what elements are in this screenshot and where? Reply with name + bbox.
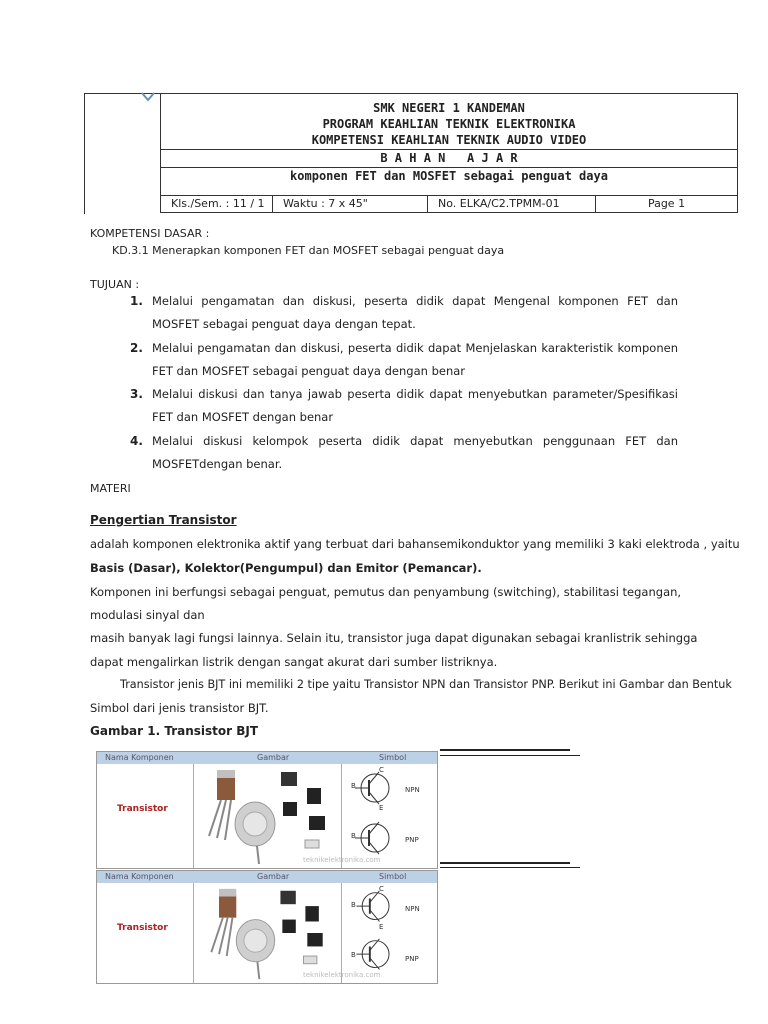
npn-pnp-symbol-icon [345, 885, 435, 981]
base-label: B [351, 782, 356, 790]
base-label: B [351, 951, 356, 959]
list-item [130, 290, 678, 336]
transistor-figure [96, 751, 438, 869]
divider [440, 867, 580, 868]
list-text: Melalui pengamatan dan diskusi, peserta didik dapat Menjelaskan karakteristik komponen FET dan MOSFET sebagai penguat daya dengan benar [152, 341, 678, 378]
figure-header [97, 752, 437, 764]
figure-col-symbol: Simbol [379, 872, 407, 881]
section-subheading: Pengertian Transistor [90, 513, 237, 527]
watermark: teknikelektronika.com [303, 971, 381, 979]
figure-header [97, 871, 437, 883]
header-meta-row [161, 195, 737, 212]
tujuan-heading: TUJUAN : [90, 278, 140, 291]
paragraph-line: Komponen ini berfungsi sebagai penguat, pemutus dan penyambung (switching), stabilitasi tegangan, [90, 585, 682, 599]
list-text: Melalui diskusi kelompok peserta didik dapat menyebutkan penggunaan FET dan MOSFETdengan benar. [152, 434, 678, 471]
emitter-label: E [379, 804, 384, 812]
figure-col-image: Gambar [257, 753, 290, 762]
base-label: B [351, 832, 356, 840]
transistor-photo-icon [197, 885, 337, 981]
school-name: SMK NEGERI 1 KANDEMAN [373, 101, 525, 115]
competency-name: KOMPETENSI KEAHLIAN TEKNIK AUDIO VIDEO [311, 133, 587, 147]
doc-type: B A H A N A J A R [161, 150, 737, 168]
paragraph-line-bold: Basis (Dasar), Kolektor(Pengumpul) dan Emitor (Pemancar). [90, 561, 482, 575]
base-label: B [351, 901, 356, 909]
divider [440, 749, 570, 751]
header-main [160, 93, 738, 213]
paragraph-line: Simbol dari jenis transistor BJT. [90, 701, 269, 715]
figure-caption: Gambar 1. Transistor BJT [90, 724, 259, 738]
collector-label: C [379, 766, 384, 774]
logo-cell [84, 93, 161, 214]
list-number: 3. [130, 387, 143, 401]
pnp-label: PNP [405, 955, 419, 963]
document-number: No. ELKA/C2.TPMM-01 [428, 195, 596, 212]
emitter-label: E [379, 923, 384, 931]
materi-heading: MATERI [90, 482, 131, 495]
paragraph-line: adalah komponen elektronika aktif yang terbuat dari bahansemikonduktor yang memiliki 3 kaki elektroda , yaitu [90, 537, 740, 551]
figure-col-name: Nama Komponen [105, 872, 174, 881]
kompetensi-heading: KOMPETENSI DASAR : [90, 227, 210, 240]
paragraph-line: modulasi sinyal dan [90, 608, 205, 622]
pnp-label: PNP [405, 836, 419, 844]
paragraph-line: dapat mengalirkan listrik dengan sangat akurat dari sumber listriknya. [90, 655, 498, 669]
logo-mark-icon [141, 92, 155, 102]
figure-divider [193, 883, 194, 983]
watermark: teknikelektronika.com [303, 856, 381, 864]
figure-divider [341, 764, 342, 868]
npn-pnp-symbol-icon [345, 766, 435, 866]
divider [440, 862, 570, 864]
list-number: 2. [130, 341, 143, 355]
figure-divider [341, 883, 342, 983]
program-name: PROGRAM KEAHLIAN TEKNIK ELEKTRONIKA [322, 117, 576, 131]
kompetensi-item: KD.3.1 Menerapkan komponen FET dan MOSFET sebagai penguat daya [112, 244, 505, 257]
class-semester: Kls./Sem. : 11 / 1 [161, 195, 273, 212]
list-item [130, 430, 678, 476]
npn-label: NPN [405, 905, 420, 913]
list-text: Melalui pengamatan dan diskusi, peserta didik dapat Mengenal komponen FET dan MOSFET sebagai penguat daya dengan tepat. [152, 294, 678, 331]
list-number: 1. [130, 294, 143, 308]
list-item [130, 337, 678, 383]
transistor-figure [96, 870, 438, 984]
doc-subject: komponen FET dan MOSFET sebagai penguat daya [161, 167, 737, 196]
time-allocation: Waktu : 7 x 45" [273, 195, 428, 212]
page-number: Page 1 [647, 197, 686, 210]
header-titles [161, 94, 737, 150]
list-number: 4. [130, 434, 143, 448]
list-text: Melalui diskusi dan tanya jawab peserta didik dapat menyebutkan parameter/Spesifikasi FET dan MOSFET dengan benar [152, 387, 678, 424]
figure-divider [193, 764, 194, 868]
npn-label: NPN [405, 786, 420, 794]
paragraph-line: Transistor jenis BJT ini memiliki 2 tipe yaitu Transistor NPN dan Transistor PNP. Berikut ini Gambar dan Bentuk [120, 678, 732, 691]
figure-col-name: Nama Komponen [105, 753, 174, 762]
collector-label: C [379, 885, 384, 893]
list-item [130, 383, 678, 429]
figure-row-label: Transistor [117, 804, 168, 814]
transistor-photo-icon [197, 766, 337, 866]
figure-col-symbol: Simbol [379, 753, 407, 762]
paragraph-line: masih banyak lagi fungsi lainnya. Selain itu, transistor juga dapat digunakan sebagai kranlistrik sehingga [90, 631, 698, 645]
divider [440, 755, 580, 756]
document-header [84, 93, 739, 213]
figure-row-label: Transistor [117, 923, 168, 933]
figure-col-image: Gambar [257, 872, 290, 881]
